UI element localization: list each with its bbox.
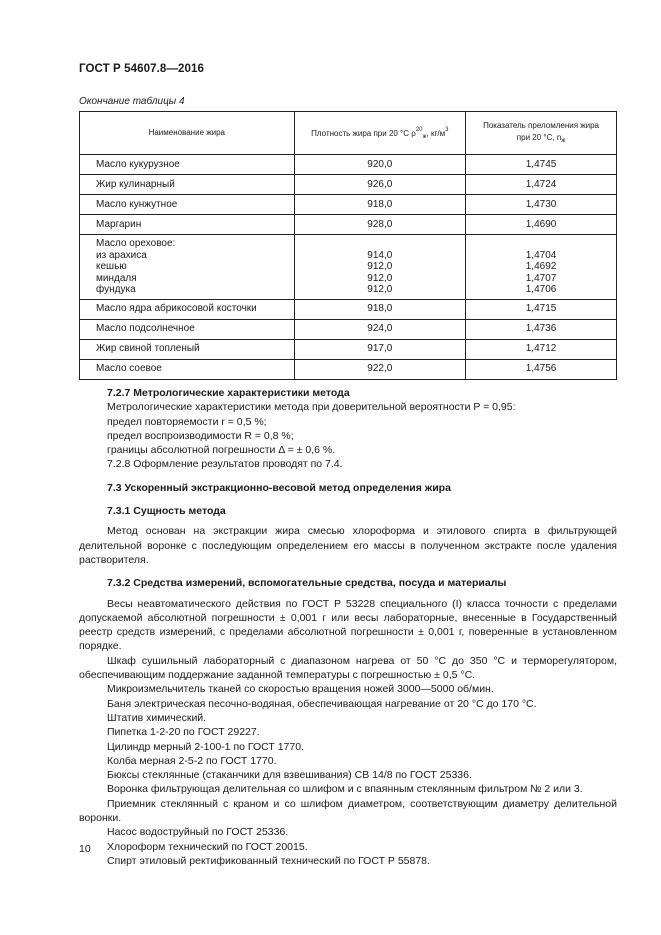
cell-density: 922,0 — [294, 359, 466, 379]
list-item: Воронка фильтрующая делительная со шлифом и с впаянным стеклянным фильтром № 2 или 3. — [107, 783, 583, 796]
section-7-2-7-title: 7.2.7 Метрологические характеристики метода — [107, 387, 350, 399]
cell-density: 918,0 — [294, 299, 466, 319]
list-item: Штатив химический. — [107, 711, 207, 724]
list-item: Микроизмельчитель тканей со скоростью вращения ножей 3000—5000 об/мин. — [107, 683, 494, 696]
cell-density-group: 914,0 912,0 912,0 912,0 — [294, 235, 466, 300]
header-refraction-index: Показатель преломления жира при 20 °С, $n_ж$ — [466, 112, 617, 155]
section-7-3-title: 7.3 Ускоренный экстракционно-весовой метод определения жира — [107, 481, 451, 494]
cell-index: 1,4730 — [466, 195, 617, 215]
table-row — [80, 175, 617, 195]
paragraph: Метод основан на экстракции жира смесью хлороформа и этилового спирта в фильтрующей делительной воронке с последующим определением его массы в полученном экстракте после удаления растворителя. — [79, 525, 617, 566]
list-item: Колба мерная 2-5-2 по ГОСТ 1770. — [107, 754, 277, 767]
cell-name: Масло кунжутное — [80, 195, 295, 215]
cell-name-group: Масло ореховое: из арахиса кешью миндаля фундука — [80, 235, 295, 300]
cell-index: 1,4736 — [466, 319, 617, 339]
list-item: Бюксы стеклянные (стаканчики для взвешивания) СВ 14/8 по ГОСТ 25336. — [107, 769, 472, 782]
cell-density: 917,0 — [294, 339, 466, 359]
list-item: Весы неавтоматического действия по ГОСТ Р 53228 специального (I) класса точности с пределами допускаемой абсолютной погрешности ± 0,001 г или весы лабораторные, внесенные в Государственный реестр средств измерений, с пределами абсолютной погрешности ± 0,001 г, поверенные в установленном порядке. — [79, 597, 617, 653]
body-text — [79, 386, 617, 868]
section-7-3-1-title: 7.3.1 Сущность метода — [107, 505, 226, 518]
page-number: 10 — [79, 843, 91, 855]
fat-table — [79, 111, 617, 380]
list-item: Насос водоструйный по ГОСТ 25336. — [107, 826, 289, 839]
list-item: Пипетка 1-2-20 по ГОСТ 29227. — [107, 726, 260, 739]
table-row — [80, 195, 617, 215]
paragraph: Метрологические характеристики метода при доверительной вероятности P = 0,95: — [107, 401, 516, 414]
cell-name: Масло подсолнечное — [80, 319, 295, 339]
list-item: Приемник стеклянный с краном и со шлифом диаметром, соответствующим диаметру делительной воронки. — [79, 797, 617, 825]
table-row — [80, 155, 617, 175]
list-item: Хлороформ технический по ГОСТ 20015. — [107, 840, 308, 853]
paragraph: 7.2.8 Оформление результатов проводят по 7.4. — [107, 458, 343, 471]
paragraph: предел повторяемости r = 0,5 %; — [107, 415, 267, 428]
header-density: Плотность жира при 20 °С $\rho^{20}_ж$, $кг/м^3$ — [294, 112, 466, 155]
cell-index: 1,4745 — [466, 155, 617, 175]
table-row — [80, 215, 617, 235]
paragraph: предел воспроизводимости R = 0,8 %; — [107, 429, 294, 442]
cell-density: 918,0 — [294, 195, 466, 215]
cell-name: Жир свиной топленый — [80, 339, 295, 359]
cell-name: Масло соевое — [80, 359, 295, 379]
section-7-3-2-title: 7.3.2 Средства измерений, вспомогательные средства, посуда и материалы — [107, 577, 507, 590]
cell-index: 1,4690 — [466, 215, 617, 235]
standard-header: ГОСТ Р 54607.8—2016 — [79, 63, 204, 75]
cell-index: 1,4712 — [466, 339, 617, 359]
cell-name: Масло кукурузное — [80, 155, 295, 175]
header-fat-name: Наименование жира — [80, 112, 295, 155]
list-item: Шкаф сушильный лабораторный с диапазоном нагрева от 50 °С до 350 °С и терморегулятором, обеспечивающим поддержание заданной температуры с погрешностью ± 0,5 °С. — [79, 654, 617, 682]
cell-name: Жир кулинарный — [80, 175, 295, 195]
table-header-row — [80, 112, 617, 155]
cell-density: 928,0 — [294, 215, 466, 235]
cell-index: 1,4756 — [466, 359, 617, 379]
cell-name: Маргарин — [80, 215, 295, 235]
cell-density: 924,0 — [294, 319, 466, 339]
cell-name: Масло ядра абрикосовой косточки — [80, 299, 295, 319]
cell-index: 1,4724 — [466, 175, 617, 195]
cell-density: 926,0 — [294, 175, 466, 195]
table-caption: Окончание таблицы 4 — [79, 96, 185, 107]
list-item: Спирт этиловый ректификованный технический по ГОСТ Р 55878. — [107, 854, 430, 867]
table-row — [80, 359, 617, 379]
list-item: Цилиндр мерный 2-100-1 по ГОСТ 1770. — [107, 740, 304, 753]
cell-index: 1,4715 — [466, 299, 617, 319]
list-item: Баня электрическая песочно-водяная, обеспечивающая нагревание от 20 °С до 170 °С. — [107, 697, 537, 710]
cell-density: 920,0 — [294, 155, 466, 175]
paragraph: границы абсолютной погрешности Δ = ± 0,6 %. — [107, 444, 336, 457]
table-row — [80, 319, 617, 339]
cell-index-group: 1,4704 1,4692 1,4707 1,4706 — [466, 235, 617, 300]
table-row — [80, 299, 617, 319]
table-row — [80, 339, 617, 359]
table-row-nut-oils — [80, 235, 617, 300]
